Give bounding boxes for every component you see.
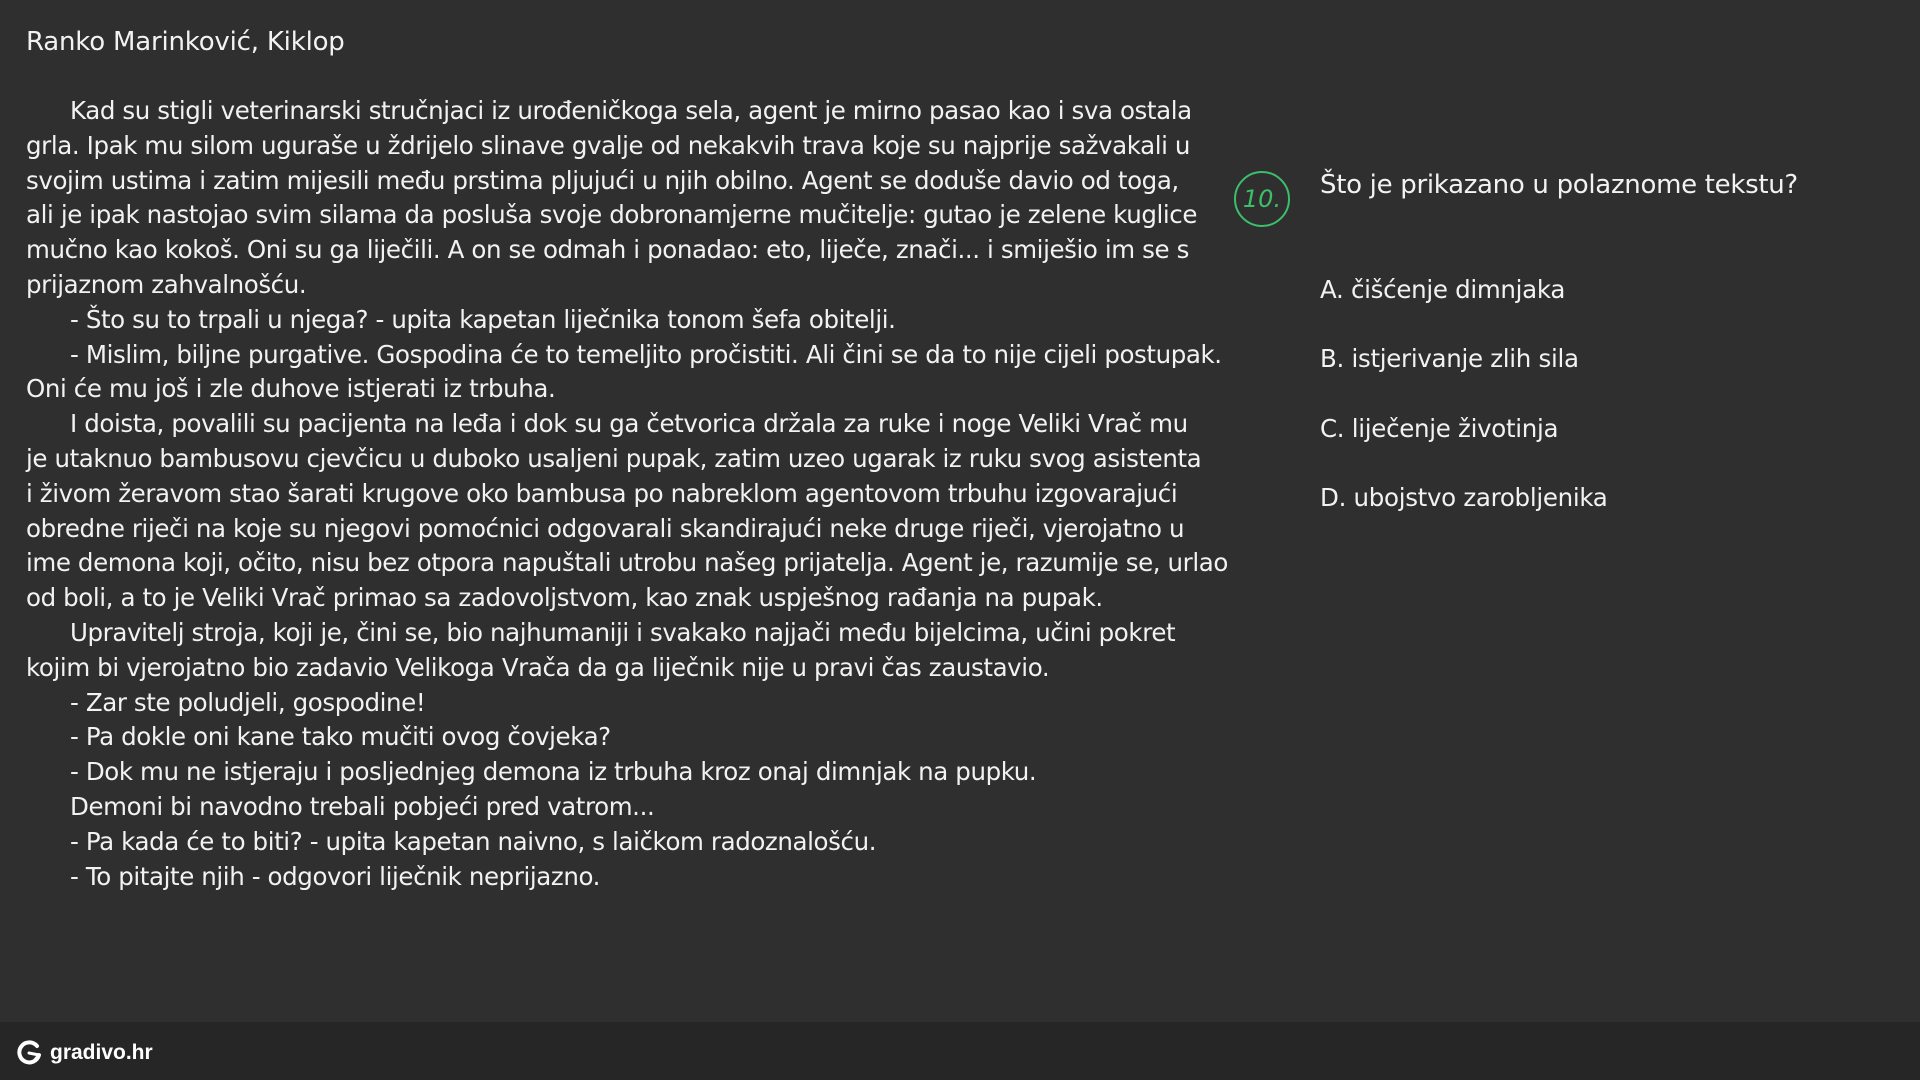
passage-title: Ranko Marinković, Kiklop — [26, 27, 345, 57]
passage-line: Demoni bi navodno trebali pobjeći pred vatrom... — [70, 791, 655, 821]
option-a[interactable]: A. čišćenje dimnjaka — [1320, 275, 1566, 304]
passage-line: Oni će mu još i zle duhove istjerati iz trbuha. — [26, 374, 556, 404]
option-c[interactable]: C. liječenje životinja — [1320, 413, 1559, 443]
passage-line: - To pitajte njih - odgovori liječnik neprijazno. — [70, 861, 601, 891]
passage-line: je utaknuo bambusovu cjevčicu u duboko usaljeni pupak, zatim uzeo ugarak iz ruku svog asistenta — [26, 443, 1202, 473]
passage-line: od boli, a to je Veliki Vrač primao sa zadovoljstvom, kao znak uspješnog rađanja na pupak. — [26, 583, 1103, 613]
passage-line: - Dok mu ne istjeraju i posljednjeg demona iz trbuha kroz onaj dimnjak na pupku. — [70, 757, 1037, 787]
option-d[interactable]: D. ubojstvo zarobljenika — [1320, 483, 1608, 513]
passage-line: I doista, povalili su pacijenta na leđa i dok su ga četvorica držala za ruke i noge Veliki Vrač mu — [70, 409, 1188, 439]
passage-line: Kad su stigli veterinarski stručnjaci iz urođeničkoga sela, agent je mirno pasao kao i sva ostala — [70, 96, 1192, 125]
passage-line: ime demona koji, očito, nisu bez otpora napuštali utrobu našeg prijatelja. Agent je, razumije se, urlao — [26, 548, 1228, 578]
passage-text — [26, 94, 1228, 894]
question-text: Što je prikazano u polaznome tekstu? — [1320, 170, 1798, 200]
passage-line: prijaznom zahvalnošću. — [26, 269, 307, 299]
passage-line: i živom žeravom stao šarati krugove oko bambusa po nabreklom agentovom trbuhu izgovarajući — [26, 478, 1178, 508]
passage-line: - Što su to trpali u njega? - upita kapetan liječnika tonom šefa obitelji. — [70, 304, 896, 334]
passage-line: mučno kao kokoš. Oni su ga liječili. A on se odmah i ponadao: eto, liječe, znači... i smiješio im se s — [26, 235, 1189, 265]
passage-line: - Pa kada će to biti? - upita kapetan naivno, s laičkom radoznalošću. — [70, 826, 877, 856]
option-b[interactable]: B. istjerivanje zlih sila — [1320, 344, 1579, 374]
gradivo-logo[interactable] — [14, 1036, 153, 1070]
answer-options — [1320, 272, 1608, 550]
passage-line: kojim bi vjerojatno bio zadavio Velikoga Vrača da ga liječnik nije u pravi čas zaustavio. — [26, 652, 1050, 682]
gradivo-logo-text: gradivo.hr — [50, 1041, 153, 1064]
footer-bar — [0, 1022, 1920, 1080]
passage-line: - Zar ste poludjeli, gospodine! — [70, 687, 426, 717]
passage-line: - Mislim, biljne purgative. Gospodina će to temeljito pročistiti. Ali čini se da to nije cijeli postupak. — [70, 339, 1222, 369]
passage-line: obredne riječi na koje su njegovi pomoćnici odgovarali skandirajući neke druge riječi, vjerojatno u — [26, 513, 1185, 543]
question-number-badge: 10. — [1234, 171, 1290, 227]
gradivo-logo-icon — [14, 1038, 44, 1068]
passage-line: svojim ustima i zatim mijesili među prstima pljujući u njih obilno. Agent se doduše davio od toga, — [26, 165, 1179, 195]
passage-line: - Pa dokle oni kane tako mučiti ovog čovjeka? — [70, 722, 611, 752]
passage-line: Upravitelj stroja, koji je, čini se, bio najhumaniji i svakako najjači među bijelcima, učini pokret — [70, 617, 1176, 647]
passage-line: ali je ipak nastojao svim silama da posluša svoje dobronamjerne mučitelje: gutao je zelene kuglice — [26, 200, 1198, 230]
passage-line: grla. Ipak mu silom uguraše u ždrijelo slinave gvalje od nekakvih trava koje su najprije sažvakali u — [26, 130, 1191, 160]
